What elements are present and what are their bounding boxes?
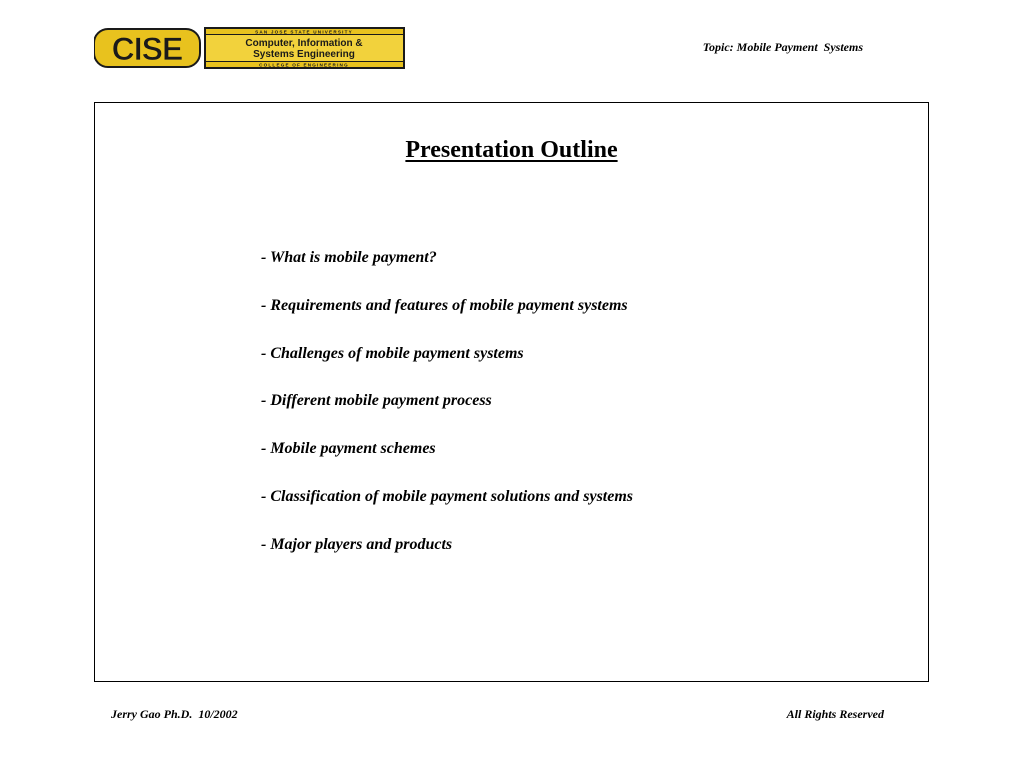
outline-list bbox=[261, 248, 633, 583]
logo-top-band-text: SAN JOSE STATE UNIVERSITY bbox=[255, 29, 353, 35]
slide-frame bbox=[94, 102, 929, 682]
outline-item: - Requirements and features of mobile payment systems bbox=[261, 296, 628, 314]
cise-logo bbox=[94, 27, 406, 69]
outline-item: - What is mobile payment? bbox=[261, 249, 437, 266]
logo-bottom-band-text: COLLEGE OF ENGINEERING bbox=[259, 62, 349, 68]
outline-item: - Major players and products bbox=[261, 535, 453, 553]
slide-title: Presentation Outline bbox=[405, 137, 618, 163]
header-topic: Topic: Mobile Payment Systems bbox=[702, 40, 863, 54]
footer-author: Jerry Gao Ph.D. 10/2002 bbox=[111, 707, 238, 721]
footer-rights: All Rights Reserved bbox=[786, 707, 884, 721]
outline-item: - Mobile payment schemes bbox=[261, 440, 436, 458]
outline-item: - Challenges of mobile payment systems bbox=[261, 344, 524, 362]
logo-letters: CISE bbox=[111, 31, 183, 67]
outline-item: - Different mobile payment process bbox=[261, 392, 492, 410]
logo-line2: Systems Engineering bbox=[253, 49, 355, 60]
outline-item: - Classification of mobile payment solutions and systems bbox=[261, 487, 634, 505]
logo-line1: Computer, Information & bbox=[245, 38, 363, 49]
